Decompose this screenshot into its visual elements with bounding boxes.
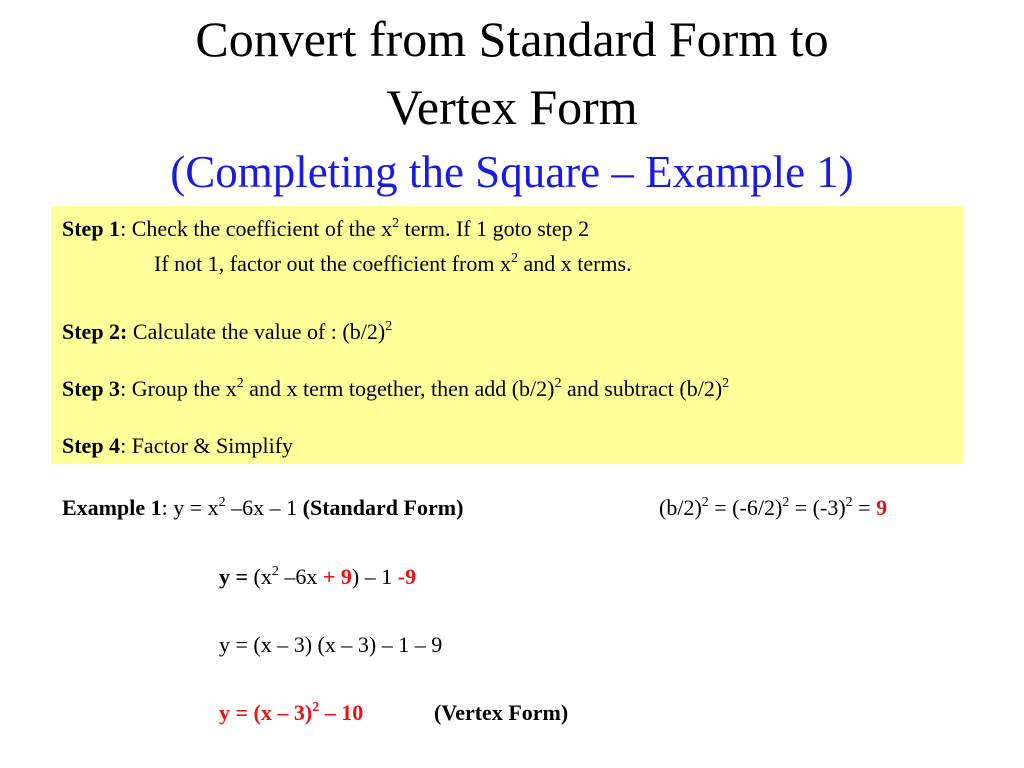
step-3-exponent-c: 2	[722, 376, 730, 391]
calc-equals: =	[852, 495, 877, 520]
subtract-b-over-2-squared: -9	[397, 564, 417, 589]
calc-exponent-2: 2	[782, 495, 790, 510]
work-line-1	[219, 566, 416, 588]
step-1-separator: :	[120, 216, 132, 241]
example-equation-end: –6x – 1	[225, 495, 303, 520]
step-3-exponent-b: 2	[554, 376, 562, 391]
example-equation-exponent: 2	[218, 495, 226, 510]
standard-form-open: (	[302, 495, 310, 520]
step-2-text: Calculate the value of : (b/2)	[127, 319, 386, 344]
calc-term-c: = (-3)	[789, 495, 846, 520]
step-2	[62, 321, 392, 343]
step-3-label: Step 3	[62, 376, 121, 401]
step-4-label: Step 4	[62, 433, 121, 458]
step-4-separator: :	[120, 433, 132, 458]
example-separator: :	[161, 495, 174, 520]
work-line-1-middle: –6x	[278, 564, 323, 589]
standard-form-label: Standard Form	[310, 495, 457, 520]
calc-exponent-1: 2	[701, 495, 709, 510]
b-over-2-calculation	[659, 497, 887, 519]
vertex-form-equation: y = (x – 3)	[219, 700, 313, 725]
work-line-1-close: ) – 1	[351, 564, 398, 589]
calc-term-b: = (-6/2)	[708, 495, 783, 520]
step-2-label: Step 2:	[62, 319, 128, 344]
step-3-text-b: and x term together, then add (b/2)	[243, 376, 555, 401]
vertex-form-result	[219, 702, 363, 724]
vertex-form-close: )	[560, 700, 569, 725]
step-2-exponent: 2	[385, 319, 393, 334]
step-3-separator: :	[120, 376, 132, 401]
work-line-1-open: (x	[253, 564, 272, 589]
calc-exponent-3: 2	[845, 495, 853, 510]
step-4-text: Factor & Simplify	[131, 433, 294, 458]
add-b-over-2-squared: + 9	[322, 564, 352, 589]
step-1-exponent: 2	[392, 216, 400, 231]
step-1-continuation	[154, 253, 632, 275]
work-line-1-lhs: y =	[219, 564, 254, 589]
vertex-form-exponent: 2	[312, 700, 320, 715]
step-1-text: Check the coefficient of the x	[131, 216, 393, 241]
step-4	[62, 435, 293, 457]
example-label: Example 1	[62, 495, 162, 520]
work-line-2: y = (x – 3) (x – 3) – 1 – 9	[219, 632, 443, 657]
example-equation-start: y = x	[173, 495, 219, 520]
step-1-label: Step 1	[62, 216, 121, 241]
step-1-continuation-text: If not 1, factor out the coefficient from x	[154, 251, 511, 276]
example-equation	[62, 497, 463, 519]
step-3-text-c: and subtract (b/2)	[561, 376, 723, 401]
step-3-exponent-a: 2	[236, 376, 244, 391]
vertex-form-open: (	[434, 700, 442, 725]
standard-form-close: )	[456, 495, 464, 520]
calc-term-a: (b/2)	[659, 495, 702, 520]
vertex-form-constant: – 10	[319, 700, 364, 725]
title-line-1: Convert from Standard Form to	[195, 11, 829, 67]
step-1-continuation-end: and x terms.	[517, 251, 632, 276]
work-line-1-exponent: 2	[271, 564, 279, 579]
vertex-form-label: Vertex Form	[441, 700, 561, 725]
step-3-text: Group the x	[131, 376, 237, 401]
title-line-2: Vertex Form	[386, 79, 638, 135]
calc-result: 9	[876, 495, 888, 520]
step-1-continuation-exponent: 2	[510, 251, 518, 266]
step-3	[62, 378, 729, 400]
step-1-text-end: term. If 1 goto step 2	[399, 216, 590, 241]
subtitle: (Completing the Square – Example 1)	[170, 147, 854, 197]
vertex-form-tag	[434, 702, 568, 724]
step-1	[62, 218, 589, 240]
